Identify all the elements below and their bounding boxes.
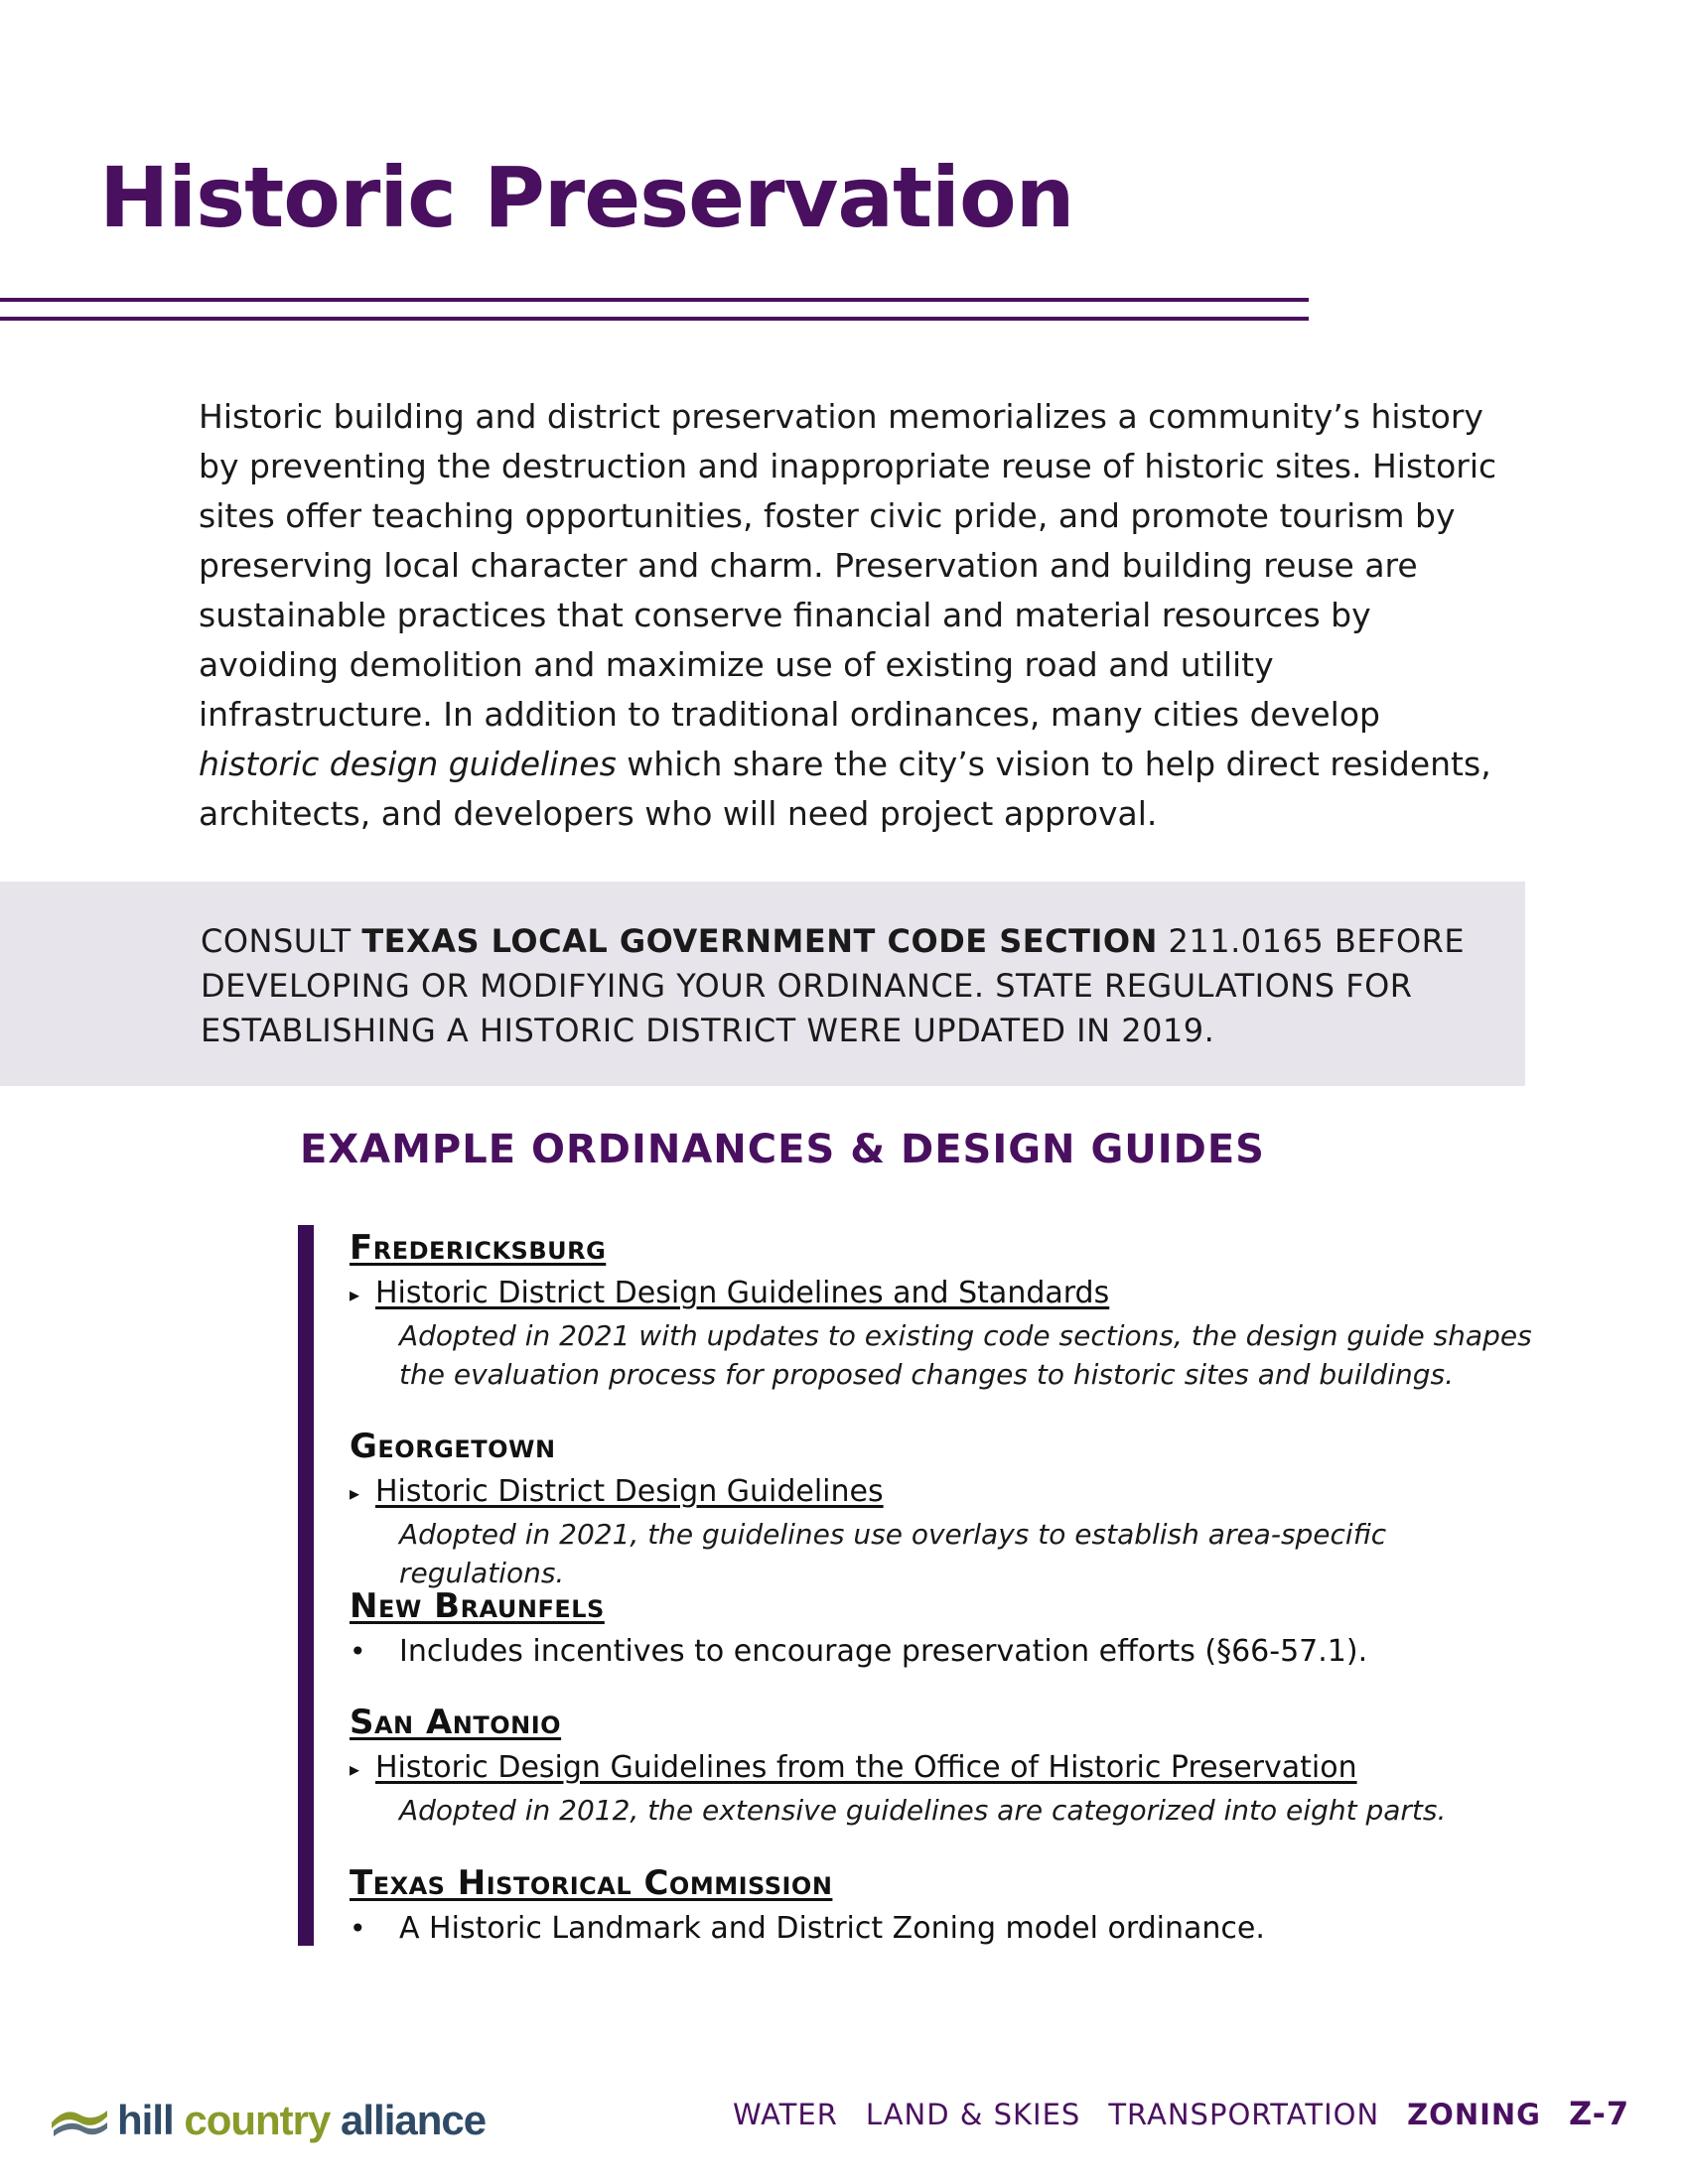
example-entry-texas-historical-commission — [350, 1859, 1541, 1951]
triangle-bullet-icon: ▸ — [350, 1282, 360, 1306]
bullet-icon: • — [350, 1912, 366, 1945]
city-heading-georgetown: Georgetown — [350, 1427, 556, 1466]
page-footer — [0, 2085, 1688, 2164]
callout-box — [0, 882, 1525, 1086]
description-line: Adopted in 2021 with updates to existing code sections, the design guide shapes — [399, 1318, 1532, 1352]
example-entry-fredericksburg — [350, 1224, 1541, 1394]
example-item — [350, 1630, 1541, 1674]
example-item — [350, 1907, 1541, 1951]
nav-transportation[interactable]: TRANSPORTATION — [1108, 2098, 1380, 2131]
example-item — [350, 1272, 1541, 1316]
example-item-text: Includes incentives to encourage preservation efforts (§66-57.1). — [399, 1634, 1368, 1669]
fredericksburg-guidelines-link[interactable]: Historic District Design Guidelines and Standards — [375, 1276, 1110, 1310]
example-entry-san-antonio — [350, 1699, 1541, 1830]
callout-post: BEFORE DEVELOPING OR MODIFYING YOUR ORDINANCE. STATE REGULATIONS FOR ESTABLISHING A HISTORIC DISTRICT WERE UPDATED IN — [201, 922, 1466, 1049]
footer-section-nav — [733, 2095, 1629, 2132]
hill-country-alliance-logo — [50, 2091, 486, 2150]
callout-code-reference: TEXAS LOCAL GOVERNMENT CODE SECTION — [361, 922, 1158, 960]
intro-emphasis: historic design guidelines — [199, 745, 617, 783]
page-title: Historic Preservation — [99, 149, 1074, 246]
example-description — [350, 1316, 1541, 1394]
callout-end: . — [1203, 1012, 1215, 1049]
logo-word-country: country — [184, 2097, 331, 2143]
callout-pre: CONSULT — [201, 922, 362, 960]
description-line: Adopted in 2012, the extensive guidelines are categorized into eight parts. — [399, 1793, 1447, 1827]
example-item — [350, 1470, 1541, 1515]
nav-water[interactable]: WATER — [733, 2098, 838, 2131]
triangle-bullet-icon: ▸ — [350, 1756, 360, 1781]
intro-text-1: Historic building and district preservation memorializes a community’s history by preventing the destruction and inappropriate reuse of historic sites. Historic sites offer teaching opportunities, foster civic pride, and promote tourism by preserving local character and charm. Preservation and building reuse are sustainable practices that conserve financial and material resources by avoiding demolition and maximize use of existing road and utility infrastructure. In addition to traditional ordinances, many cities develop — [199, 397, 1497, 734]
nav-zoning[interactable]: ZONING — [1407, 2098, 1541, 2131]
georgetown-guidelines-link[interactable]: Historic District Design Guidelines — [375, 1474, 884, 1509]
logo-word-alliance: alliance — [341, 2097, 487, 2143]
city-heading-texas-historical-commission[interactable]: Texas Historical Commission — [350, 1863, 833, 1903]
city-heading-new-braunfels[interactable]: New Braunfels — [350, 1586, 605, 1626]
bullet-icon: • — [350, 1635, 366, 1668]
triangle-bullet-icon: ▸ — [350, 1480, 360, 1505]
description-line: the evaluation process for proposed changes to historic sites and buildings. — [399, 1357, 1454, 1391]
description-line: Adopted in 2021, the guidelines use overlays to establish area-specific regulations. — [399, 1517, 1387, 1589]
example-description — [350, 1515, 1541, 1592]
logo-wordmark — [117, 2097, 486, 2144]
city-heading-fredericksburg[interactable]: Fredericksburg — [350, 1228, 607, 1268]
title-rule-bottom — [0, 317, 1309, 321]
intro-text-2: which share the city’s vision to help direct residents, architects, and developers who will need project approval. — [199, 745, 1491, 833]
example-entry-new-braunfels — [350, 1582, 1541, 1674]
examples-accent-bar — [298, 1225, 314, 1946]
title-rule-top — [0, 298, 1309, 302]
intro-paragraph — [199, 392, 1509, 839]
callout-year: 2019 — [1121, 1012, 1204, 1049]
city-heading-san-antonio[interactable]: San Antonio — [350, 1703, 562, 1742]
hills-logo-icon — [50, 2101, 109, 2140]
nav-land-skies[interactable]: LAND & SKIES — [865, 2098, 1081, 2131]
example-item-text: A Historic Landmark and District Zoning model ordinance. — [399, 1911, 1265, 1946]
logo-word-hill: hill — [117, 2097, 174, 2143]
examples-heading: EXAMPLE ORDINANCES & DESIGN GUIDES — [300, 1127, 1265, 1172]
page-number: Z-7 — [1568, 2095, 1630, 2132]
callout-code-number: 211.0165 — [1157, 922, 1325, 960]
san-antonio-guidelines-link[interactable]: Historic Design Guidelines from the Office of Historic Preservation — [375, 1750, 1357, 1785]
example-item — [350, 1746, 1541, 1791]
callout-text — [201, 919, 1511, 1053]
example-entry-georgetown — [350, 1423, 1541, 1592]
example-description — [350, 1791, 1541, 1830]
